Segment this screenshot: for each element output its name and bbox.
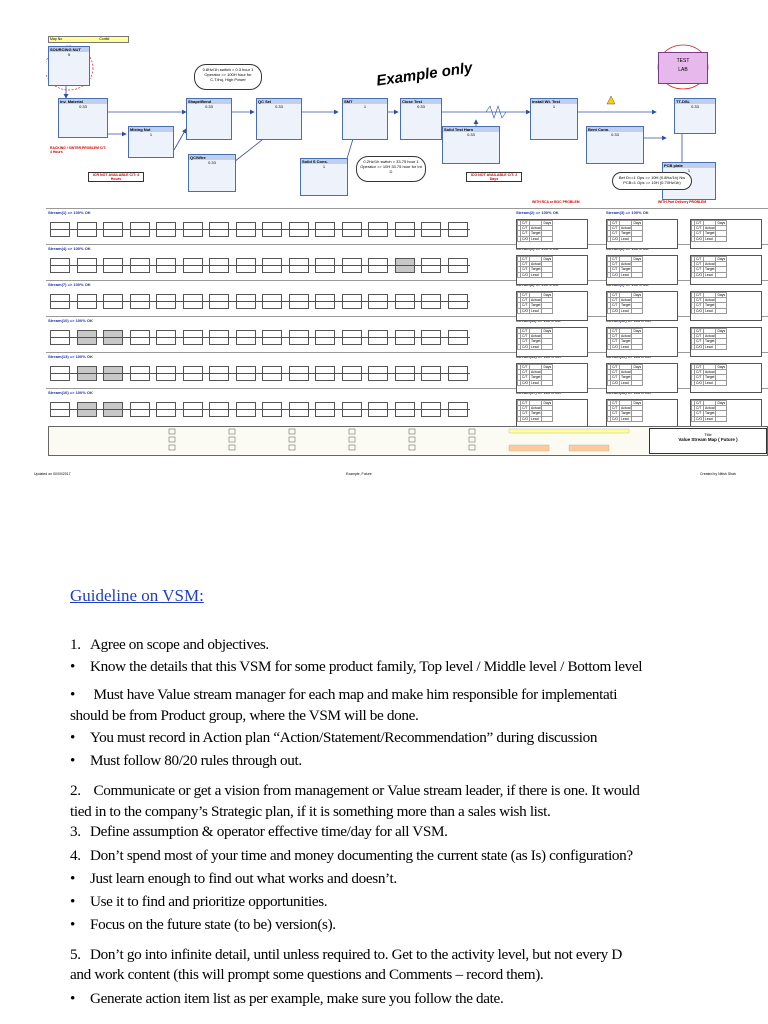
kpi-cell: C/T xyxy=(611,370,620,375)
process-name: PCB plate xyxy=(663,163,715,168)
line-text: Must follow 80/20 rules through out. xyxy=(90,752,302,769)
process-name: TT-DSL xyxy=(675,99,715,104)
item-number: 2. xyxy=(70,782,81,799)
kpi-table xyxy=(690,363,762,393)
kpi-cell: C/O xyxy=(522,308,529,313)
kpi-table xyxy=(690,327,762,357)
line-text: and work content (this will prompt some questions and Comments – record them). xyxy=(70,966,544,983)
kpi-cell: C/T xyxy=(521,298,530,303)
kpi-cell: Actual xyxy=(531,262,541,267)
kpi-cell: C/T xyxy=(521,293,530,298)
kpi-cell: C/O xyxy=(522,344,529,349)
guideline-title: Guideline on VSM: xyxy=(70,586,204,605)
kpi-cell: Target xyxy=(705,339,715,344)
kpi-cell: Days xyxy=(717,221,726,225)
process-ct: 0.33 xyxy=(208,160,216,165)
kpi-cell: C/T xyxy=(695,267,704,272)
stream-label: Stream(16) => 100% OK xyxy=(48,390,93,395)
kpi-cell: Actual xyxy=(705,406,715,411)
title-block-subtitle: Value Stream Map ( Future ) xyxy=(678,437,738,442)
kpi-cell: C/O xyxy=(696,344,703,349)
kpi-cell: C/T xyxy=(521,339,530,344)
kpi-cell: C/T xyxy=(695,365,704,370)
kpi-cell: C/T xyxy=(695,375,704,380)
kpi-table xyxy=(606,219,678,249)
stream-label-right-1: Stream(2) => 100% OK xyxy=(516,210,559,215)
kpi-cell: C/T xyxy=(611,375,620,380)
kpi-table xyxy=(516,327,588,357)
title-block xyxy=(649,428,767,454)
line-text: Focus on the future state (to be) version(s). xyxy=(90,916,336,933)
kpi-cell: Actual xyxy=(705,226,715,231)
kpi-cell: C/T xyxy=(611,365,620,370)
kpi-cell: Lead xyxy=(704,236,716,241)
kaizen-cloud-3: Bet D<=1 Ops => 10H (0.8Hz/1h) Nw PCB=1 Ops => 10H (0.70Hz/1h) xyxy=(612,172,692,190)
vsm-diagram xyxy=(34,34,768,476)
process-ct: 0.33 xyxy=(691,104,699,109)
stream-flow-line xyxy=(50,373,470,374)
kpi-cell: Target xyxy=(621,267,631,272)
kpi-cell: C/T xyxy=(521,401,530,406)
kpi-cell: C/T xyxy=(611,339,620,344)
kpi-cell: C/T xyxy=(611,231,620,236)
kpi-cell: C/T xyxy=(695,221,704,226)
kpi-cell: C/O xyxy=(696,416,703,421)
kpi-cell xyxy=(632,236,643,241)
kpi-table xyxy=(606,327,678,357)
kpi-cell: Actual xyxy=(705,262,715,267)
kpi-cell xyxy=(716,236,727,241)
kpi-cell xyxy=(632,344,643,349)
kpi-cell xyxy=(716,308,727,313)
kpi-cell: C/T xyxy=(611,329,620,334)
kpi-cell: C/T xyxy=(695,231,704,236)
kpi-cell: C/T xyxy=(695,329,704,334)
kpi-cell: C/T xyxy=(521,221,530,226)
process-ct: 1 xyxy=(149,132,153,137)
kpi-cell: Actual xyxy=(621,406,631,411)
kpi-table xyxy=(516,399,588,429)
guide-line-5 xyxy=(70,729,597,747)
kpi-cell: C/T xyxy=(521,257,530,262)
item-number: 5. xyxy=(70,946,81,963)
kpi-cell: Target xyxy=(531,267,541,272)
callout-rca: WITH RCA or BOC PROBLEM xyxy=(532,200,580,204)
kpi-cell: C/O xyxy=(612,308,619,313)
process-name: Solid Test Harn xyxy=(443,127,499,132)
stream-label: Stream(1) => 100% OK xyxy=(48,210,91,215)
kpi-cell: C/T xyxy=(695,401,704,406)
guide-line-9 xyxy=(70,823,448,841)
kpi-cell xyxy=(542,344,553,349)
kpi-cell: C/T xyxy=(611,267,620,272)
process-name: SMT xyxy=(343,99,387,104)
kpi-cell: Days xyxy=(543,257,552,261)
line-text: Must have Value stream manager for each map and make him responsible for implementati xyxy=(90,686,618,703)
kpi-cell xyxy=(542,308,553,313)
guide-line-12 xyxy=(70,893,327,911)
kpi-cell: C/O xyxy=(522,272,529,277)
kpi-cell: Target xyxy=(705,303,715,308)
kpi-cell: C/O xyxy=(612,236,619,241)
kpi-cell: C/T xyxy=(521,370,530,375)
kpi-cell: Days xyxy=(543,293,552,297)
process-name: Install Wt. Test xyxy=(531,99,577,104)
kpi-cell: C/T xyxy=(521,303,530,308)
guide-line-6 xyxy=(70,752,302,770)
stream-flow-line xyxy=(50,265,470,266)
kpi-cell: C/O xyxy=(696,272,703,277)
process-name: QC Sel xyxy=(257,99,301,104)
kpi-cell xyxy=(632,380,643,385)
kpi-cell: Days xyxy=(633,365,642,369)
line-text: Use it to find and prioritize opportunities. xyxy=(90,893,328,910)
callout-icr: ICR NOT AVAILABLE C/T: 4 Hours xyxy=(88,172,144,182)
process-name: QC/Wire xyxy=(189,155,235,160)
line-text: Communicate or get a vision from management or Value stream leader, if there is one. It would xyxy=(90,782,640,799)
kpi-cell: Actual xyxy=(621,298,631,303)
kpi-cell xyxy=(542,272,553,277)
kpi-cell: Actual xyxy=(621,334,631,339)
kpi-cell: C/T xyxy=(521,226,530,231)
stream-label: Stream(10) => 100% OK xyxy=(48,318,93,323)
map-tag-label: Map No xyxy=(50,37,63,41)
kpi-table xyxy=(516,363,588,393)
line-text: Know the details that this VSM for some product family, Top level / Middle level / Bottom level xyxy=(90,658,643,675)
kpi-cell: C/O xyxy=(522,380,529,385)
line-text: Just learn enough to find out what works and doesn’t. xyxy=(90,870,397,887)
kpi-cell: C/O xyxy=(522,416,529,421)
kpi-cell: Lead xyxy=(530,236,542,241)
kpi-cell: C/T xyxy=(611,411,620,416)
kpi-cell: Lead xyxy=(620,236,632,241)
kpi-cell: C/T xyxy=(521,329,530,334)
kpi-cell: C/T xyxy=(521,334,530,339)
line-text: Agree on scope and objectives. xyxy=(90,636,269,653)
stream-flow-line xyxy=(50,301,470,302)
kpi-cell: Actual xyxy=(705,298,715,303)
line-text: You must record in Action plan “Action/Statement/Recommendation” during discussion xyxy=(90,729,598,746)
kpi-cell xyxy=(632,416,643,421)
kpi-cell: Days xyxy=(543,329,552,333)
kpi-cell: C/T xyxy=(695,226,704,231)
kpi-cell: Lead xyxy=(530,380,542,385)
kpi-cell: Target xyxy=(531,375,541,380)
stream-grids xyxy=(46,34,768,474)
process-ct: 0.33 xyxy=(205,104,213,109)
title-block-title: Title xyxy=(704,432,712,437)
kpi-cell: Target xyxy=(621,411,631,416)
stream-flow-line xyxy=(50,229,470,230)
kpi-cell xyxy=(542,380,553,385)
kpi-cell: Lead xyxy=(530,272,542,277)
kpi-cell: Days xyxy=(717,365,726,369)
kpi-cell: C/T xyxy=(521,365,530,370)
guide-line-16 xyxy=(70,990,503,1008)
kpi-cell: Target xyxy=(531,339,541,344)
kpi-cell: Actual xyxy=(621,262,631,267)
kpi-cell xyxy=(716,344,727,349)
process-name: Close Test xyxy=(401,99,441,104)
kpi-cell: Lead xyxy=(620,272,632,277)
kpi-cell: Lead xyxy=(530,308,542,313)
kpi-cell: Lead xyxy=(704,308,716,313)
line-text: Don’t spend most of your time and money documenting the current state (as Is) configuration? xyxy=(90,847,633,864)
process-name: Bent Conn. xyxy=(587,127,643,132)
kpi-cell: Actual xyxy=(531,370,541,375)
kpi-cell: C/T xyxy=(611,262,620,267)
kpi-cell: C/O xyxy=(522,236,529,241)
process-ct: 1 xyxy=(363,104,367,109)
kpi-cell xyxy=(632,308,643,313)
kpi-cell: C/T xyxy=(611,334,620,339)
kpi-cell: C/O xyxy=(696,308,703,313)
kpi-cell: C/T xyxy=(521,406,530,411)
example-only-label: Example only xyxy=(375,59,474,90)
kpi-cell: C/O xyxy=(612,272,619,277)
guide-line-13 xyxy=(70,916,336,934)
item-number: 4. xyxy=(70,847,81,864)
process-ct: 0.33 xyxy=(417,104,425,109)
kpi-cell: Actual xyxy=(531,226,541,231)
kpi-cell: Lead xyxy=(530,344,542,349)
process-name: Inv. Material xyxy=(59,99,107,104)
kpi-cell: Days xyxy=(717,401,726,405)
kpi-table xyxy=(690,291,762,321)
stream-label: Stream(7) => 100% OK xyxy=(48,282,91,287)
kpi-cell xyxy=(716,416,727,421)
process-name: Solid S Cons. xyxy=(301,159,347,164)
footer-center: Example, Future xyxy=(346,472,372,476)
guide-line-15 xyxy=(70,966,543,984)
guide-line-2 xyxy=(70,658,642,676)
kpi-table xyxy=(690,255,762,285)
process-name: SOURCING NUT xyxy=(49,47,89,52)
kpi-cell: C/T xyxy=(611,257,620,262)
item-number: 1. xyxy=(70,636,81,653)
kpi-cell xyxy=(716,380,727,385)
kpi-cell: Days xyxy=(633,401,642,405)
kpi-cell: Target xyxy=(621,303,631,308)
kpi-cell: Lead xyxy=(704,416,716,421)
kpi-table xyxy=(516,255,588,285)
kpi-cell: Days xyxy=(633,293,642,297)
kpi-cell: Lead xyxy=(620,344,632,349)
kpi-cell: Actual xyxy=(705,334,715,339)
stream-flow-line xyxy=(50,337,470,338)
kpi-cell: C/T xyxy=(521,231,530,236)
guide-line-3 xyxy=(70,686,617,704)
kpi-cell: Target xyxy=(705,375,715,380)
callout-ico: ICO NOT AVAILABLE C/T: 2 Days xyxy=(466,172,522,182)
line-text: Generate action item list as per example, make sure you follow the date. xyxy=(90,990,504,1007)
kpi-table xyxy=(516,291,588,321)
process-ct: 0.33 xyxy=(611,132,619,137)
kpi-table xyxy=(606,363,678,393)
kpi-cell: C/T xyxy=(521,411,530,416)
process-ct: 1 xyxy=(322,164,326,169)
kpi-cell: C/T xyxy=(611,221,620,226)
footer-updated: Updated on 00/00/2017 xyxy=(34,472,71,476)
kpi-cell: Days xyxy=(717,329,726,333)
line-text: tied in to the company’s Strategic plan, if it is something more than a sales wish list. xyxy=(70,803,551,820)
kpi-cell: C/O xyxy=(612,380,619,385)
kpi-cell xyxy=(716,272,727,277)
kpi-cell: C/T xyxy=(695,303,704,308)
kpi-cell: Target xyxy=(705,267,715,272)
process-name: Shape/Bend xyxy=(187,99,231,104)
kpi-cell: C/O xyxy=(696,236,703,241)
guide-line-10 xyxy=(70,847,633,865)
stream-label-right-2: Stream(3) => 100% OK xyxy=(606,210,649,215)
kpi-cell: C/T xyxy=(695,334,704,339)
kpi-cell: Actual xyxy=(705,370,715,375)
kpi-cell: Actual xyxy=(531,406,541,411)
line-text: Don’t go into infinite detail, until unless required to. Get to the activity level, but not every D xyxy=(90,946,622,963)
kpi-cell: Days xyxy=(717,257,726,261)
kpi-cell: C/T xyxy=(695,298,704,303)
kpi-cell: C/T xyxy=(695,293,704,298)
kpi-cell: C/T xyxy=(695,370,704,375)
process-ct: 1 xyxy=(552,104,556,109)
kpi-cell: Target xyxy=(705,231,715,236)
kpi-cell: C/T xyxy=(611,303,620,308)
process-name: Mixing Nut xyxy=(129,127,173,132)
guide-line-11 xyxy=(70,870,397,888)
kpi-cell: C/T xyxy=(521,375,530,380)
kpi-cell: Target xyxy=(531,303,541,308)
kpi-cell: Days xyxy=(633,221,642,225)
footer-created-by: Created by Nitish Shah xyxy=(700,472,736,476)
kpi-cell: C/T xyxy=(695,262,704,267)
test-lab-line1: TEST xyxy=(676,58,690,64)
kaizen-cloud-1: 0.8Hz/1h switch = 0.3 hour 1 Operator => 100H hour for C.T.thq, High Power xyxy=(194,64,262,90)
kpi-cell: Actual xyxy=(531,298,541,303)
kpi-cell xyxy=(542,416,553,421)
kpi-cell: C/T xyxy=(611,401,620,406)
kpi-cell: Days xyxy=(543,401,552,405)
guide-line-7 xyxy=(70,782,640,800)
kpi-cell: Days xyxy=(717,293,726,297)
kpi-cell: C/T xyxy=(695,257,704,262)
map-tag-value: Confid xyxy=(99,37,110,41)
kpi-cell: Lead xyxy=(704,344,716,349)
kpi-cell: C/T xyxy=(695,411,704,416)
kpi-cell: C/T xyxy=(521,262,530,267)
kpi-table xyxy=(606,255,678,285)
kpi-cell: C/T xyxy=(611,298,620,303)
kpi-cell: Lead xyxy=(620,416,632,421)
kpi-cell: Actual xyxy=(531,334,541,339)
kpi-cell: Target xyxy=(621,339,631,344)
process-ct: 0.33 xyxy=(275,104,283,109)
kpi-cell: C/T xyxy=(611,293,620,298)
kpi-cell: Days xyxy=(543,221,552,225)
kpi-table xyxy=(516,219,588,249)
kpi-cell: C/T xyxy=(695,339,704,344)
kpi-table xyxy=(606,399,678,429)
kpi-cell: Target xyxy=(531,411,541,416)
kpi-cell: Lead xyxy=(704,272,716,277)
kpi-cell: Lead xyxy=(620,308,632,313)
stream-label: Stream(13) => 100% OK xyxy=(48,354,93,359)
stream-flow-line xyxy=(50,409,470,410)
kpi-cell: Target xyxy=(621,231,631,236)
guide-line-14 xyxy=(70,946,622,964)
kpi-cell: C/T xyxy=(695,406,704,411)
kpi-cell: C/T xyxy=(611,406,620,411)
kpi-cell: C/T xyxy=(611,226,620,231)
line-text: Define assumption & operator effective time/day for all VSM. xyxy=(90,823,448,840)
kpi-cell: C/O xyxy=(612,416,619,421)
kpi-table xyxy=(606,291,678,321)
kpi-cell: Lead xyxy=(530,416,542,421)
kpi-cell: C/O xyxy=(696,380,703,385)
kpi-cell: C/T xyxy=(521,267,530,272)
kpi-cell: Days xyxy=(633,257,642,261)
item-number: 3. xyxy=(70,823,81,840)
guide-line-8 xyxy=(70,803,550,821)
kpi-table xyxy=(690,399,762,429)
callout-racking: RACKING / SINTER PROBLEM C/T: 4 Hours xyxy=(50,146,107,154)
guide-line-1 xyxy=(70,636,269,654)
kpi-cell: C/O xyxy=(612,344,619,349)
line-text: should be from Product group, where the VSM will be done. xyxy=(70,707,419,724)
process-ct: 1 xyxy=(687,168,691,173)
kaizen-cloud-2: 0.2Hz/1h switch = 33.75 hour 1 Operator => 10H 33.75 hour for Int D xyxy=(356,156,426,182)
process-ct: 0.33 xyxy=(79,104,87,109)
kpi-cell xyxy=(542,236,553,241)
callout-part-delivery: WITH Part Delivery PROBLEM xyxy=(658,200,707,204)
kpi-table xyxy=(690,219,762,249)
guide-line-4 xyxy=(70,707,418,725)
process-ct: 5 xyxy=(67,52,71,57)
kpi-cell: Lead xyxy=(620,380,632,385)
process-ct: 0.33 xyxy=(467,132,475,137)
kpi-cell: Target xyxy=(531,231,541,236)
kpi-cell: Days xyxy=(543,365,552,369)
legend-strip xyxy=(48,426,768,456)
stream-label: Stream(4) => 100% OK xyxy=(48,246,91,251)
kpi-cell: Actual xyxy=(621,226,631,231)
kpi-cell: Target xyxy=(705,411,715,416)
kpi-cell: Target xyxy=(621,375,631,380)
kpi-cell: Lead xyxy=(704,380,716,385)
kpi-cell: Actual xyxy=(621,370,631,375)
test-lab-line2: LAB xyxy=(678,67,688,73)
kpi-cell: Days xyxy=(633,329,642,333)
kpi-cell xyxy=(632,272,643,277)
